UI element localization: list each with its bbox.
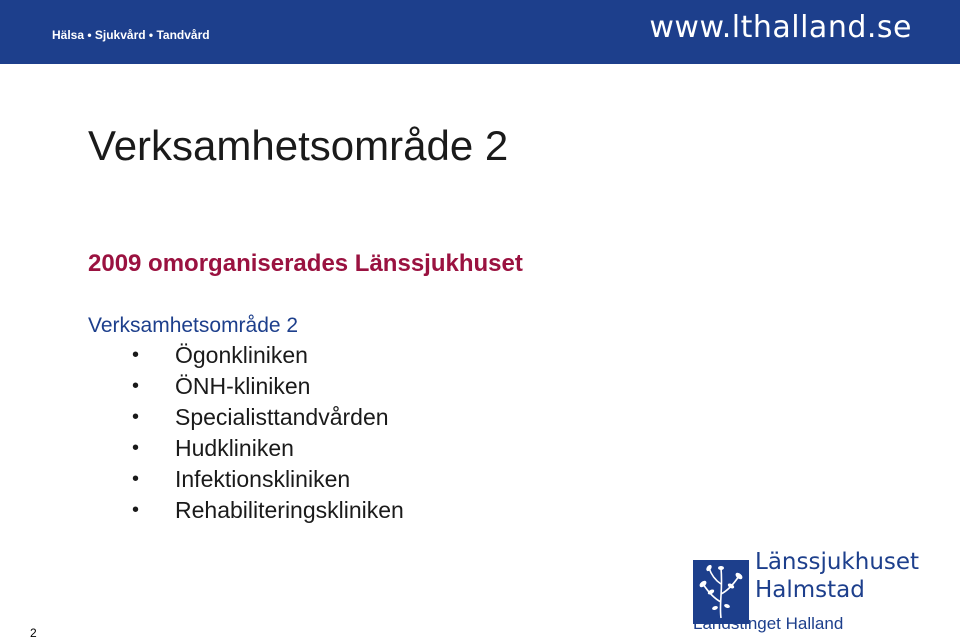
website-link[interactable]: www.lthalland.se: [649, 10, 912, 45]
logo-name: [755, 548, 919, 604]
slide-subtitle: 2009 omorganiserades Länssjukhuset: [88, 250, 523, 277]
list-item: • ÖNH-kliniken: [132, 371, 404, 402]
section-heading: Verksamhetsområde 2: [88, 314, 299, 337]
tagline: Hälsa • Sjukvård • Tandvård: [52, 28, 210, 42]
logo-name-line2: Halmstad: [755, 577, 865, 603]
list-item: • Infektionskliniken: [132, 464, 404, 495]
logo-organization: Landstinget Halland: [693, 614, 844, 633]
logo-name-line1: Länssjukhuset: [755, 549, 920, 575]
list-item: • Rehabiliteringskliniken: [132, 495, 404, 526]
list-item: • Ögonkliniken: [132, 340, 404, 371]
slide-title: Verksamhetsområde 2: [88, 122, 509, 169]
page-number: 2: [30, 626, 37, 640]
header-bar: [0, 0, 960, 64]
list-item: • Specialisttandvården: [132, 402, 404, 433]
hospital-logo: [693, 548, 933, 638]
clinic-list: [132, 340, 404, 526]
list-item: • Hudkliniken: [132, 433, 404, 464]
